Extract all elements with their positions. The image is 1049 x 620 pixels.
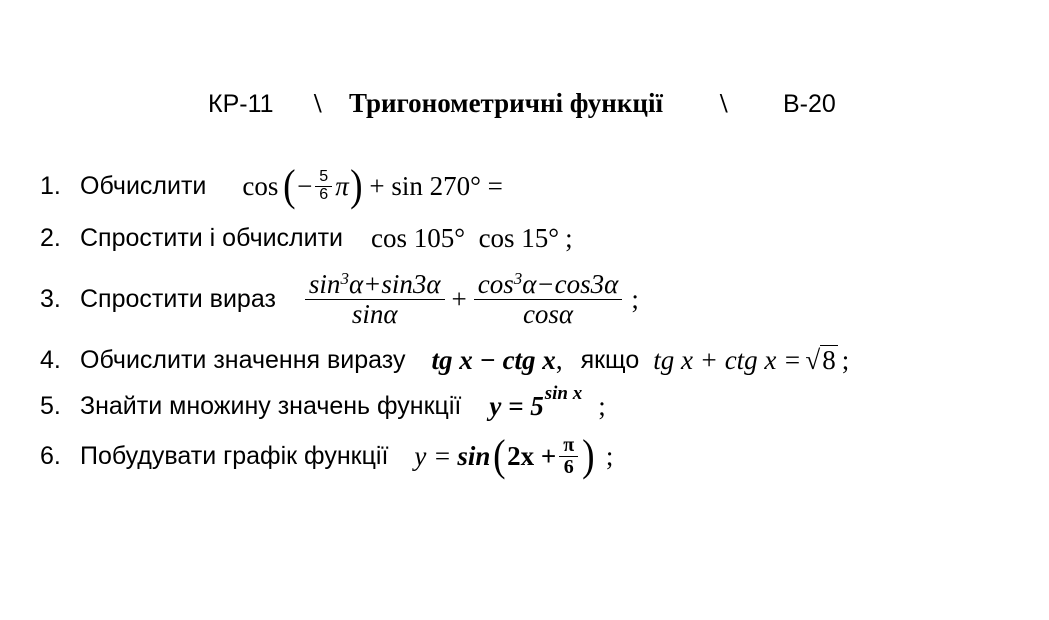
variant-label: В-20 (783, 90, 836, 118)
square-root (805, 345, 837, 376)
header-separator-left: \ (314, 88, 322, 118)
exponent: sin x (544, 383, 583, 404)
task-4-condition (653, 345, 849, 376)
semicolon: ; (565, 222, 573, 253)
task-5-formula (489, 383, 606, 422)
num-part: α−cos3α (522, 269, 619, 300)
task-number: 5. (40, 391, 61, 420)
task-text: Побудувати графік функції (80, 441, 389, 470)
task-3-formula (302, 270, 639, 328)
task-text: Знайти множину значень функції (80, 391, 462, 420)
num-part: cos (477, 269, 514, 300)
fraction-numerator (305, 270, 445, 298)
fraction-numerator: π (563, 433, 575, 456)
open-paren: ( (493, 431, 506, 480)
semicolon: ; (841, 344, 850, 375)
task-1 (40, 160, 503, 212)
task-1-formula (242, 161, 503, 210)
radicand: 8 (822, 344, 836, 375)
formula-rest: + sin 270° = (369, 170, 503, 201)
document-header (0, 86, 1049, 126)
task-4-formula (431, 345, 580, 376)
fraction-cos (474, 270, 623, 328)
document-title: Тригонометричні функції (349, 88, 663, 118)
test-code: КР-11 (208, 90, 274, 118)
fraction-pi-6 (559, 435, 578, 478)
task-text: Обчислити (80, 171, 207, 200)
task-4 (40, 334, 849, 386)
condition-expression: tg x + ctg x = (653, 344, 802, 375)
sin-func: sin (457, 440, 491, 471)
task-2-formula (371, 223, 573, 254)
fraction-numerator (474, 270, 623, 298)
formula-expression: tg x − ctg x (431, 344, 556, 375)
task-text: Обчислити значення виразу (80, 345, 406, 374)
semicolon: ; (605, 440, 614, 471)
close-paren: ) (349, 161, 363, 210)
fraction-sin (305, 270, 445, 328)
num-part: α+sin3α (348, 269, 441, 300)
formula-expression: cos 105° cos 15° (371, 222, 560, 253)
num-part: sin (308, 269, 341, 300)
minus-sign: − (297, 170, 313, 201)
comma: , (555, 344, 563, 375)
fraction-5-6 (315, 169, 332, 204)
fraction-denominator: sinα (351, 298, 398, 329)
task-number: 3. (40, 284, 61, 313)
inner-expression: 2x + (507, 440, 557, 471)
task-5 (40, 380, 606, 432)
task-text: Спростити вираз (80, 284, 276, 313)
pi-symbol: π (335, 170, 349, 201)
task-number: 4. (40, 345, 61, 374)
task-3 (40, 262, 639, 336)
fraction-denominator: 6 (319, 185, 329, 203)
fraction-denominator: cosα (522, 298, 574, 329)
num-exponent: 3 (340, 269, 349, 289)
task-number: 2. (40, 223, 61, 252)
fraction-denominator: 6 (563, 455, 574, 478)
radical-sign: √ (805, 344, 821, 375)
fraction-numerator: 5 (319, 167, 329, 185)
semicolon: ; (631, 283, 639, 314)
task-6-formula (414, 431, 614, 480)
task-2 (40, 212, 573, 264)
semicolon: ; (598, 390, 606, 421)
open-paren: ( (283, 161, 296, 210)
close-paren: ) (582, 431, 595, 480)
function-lhs: y = (414, 440, 452, 471)
task-number: 6. (40, 441, 61, 470)
function-lhs: y = 5 (489, 390, 544, 421)
plus-sign: + (451, 283, 467, 314)
task-text: Спростити і обчислити (80, 223, 344, 252)
num-exponent: 3 (513, 269, 523, 289)
cos-func: cos (242, 170, 279, 201)
header-separator-right: \ (720, 88, 728, 118)
if-word: якщо (580, 345, 640, 374)
task-6 (40, 428, 613, 484)
task-number: 1. (40, 171, 61, 200)
